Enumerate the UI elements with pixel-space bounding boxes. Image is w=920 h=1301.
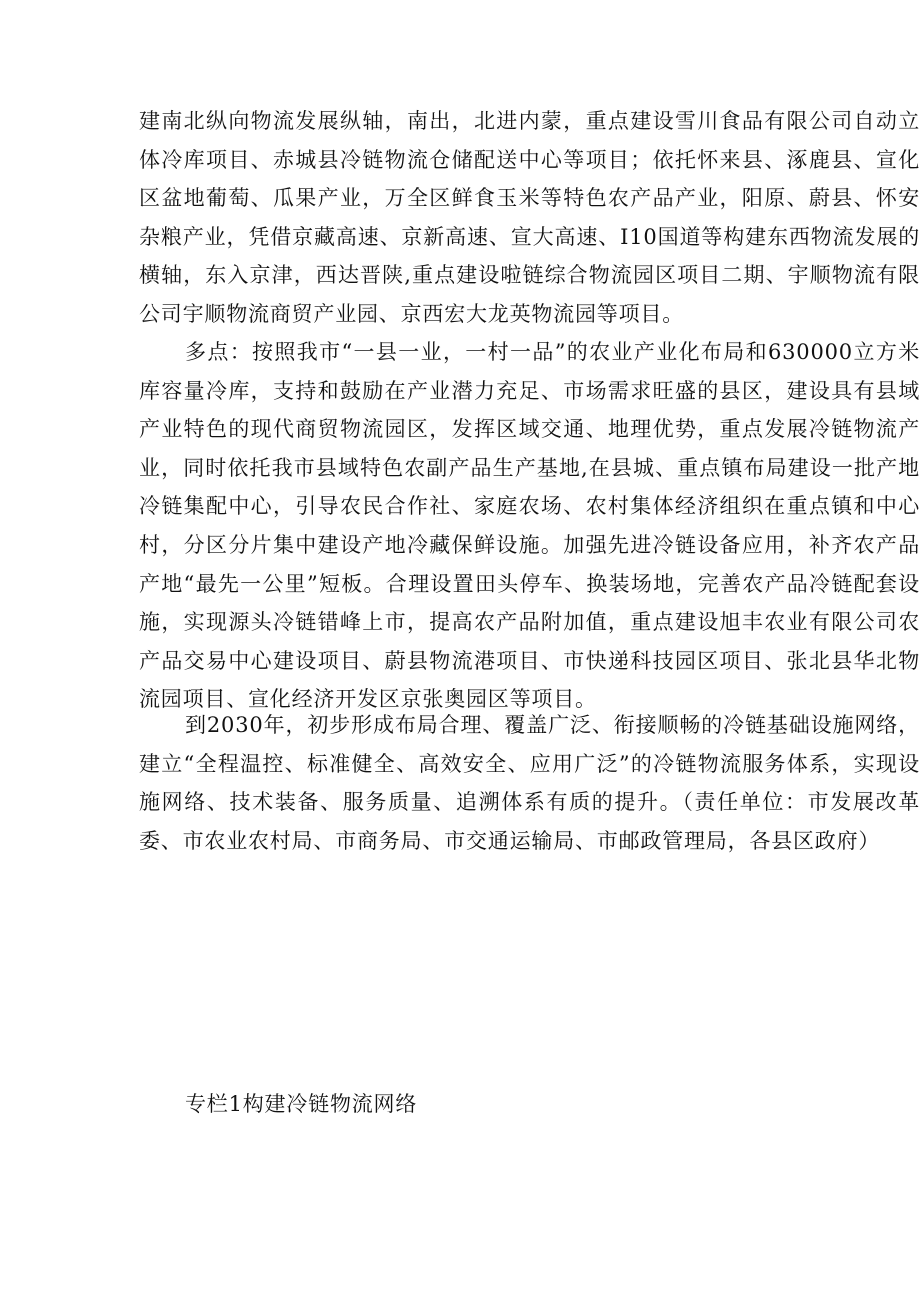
- paragraph-multi-point: [139, 333, 920, 719]
- paragraph-continuation: [139, 102, 920, 334]
- paragraph-text: 到2030年，初步形成布局合理、覆盖广泛、衔接顺畅的冷链基础设施网络，建立“全程温控、标准健全、高效安全、应用广泛”的冷链物流服务体系，实现设施网络、技术装备、服务质量、追溯体系有质的提升。（责任单位：市发展改革委、市农业农村局、市商务局、市交通运输局、市邮政管理局，各县区政府）: [139, 713, 920, 853]
- column-heading: [139, 1085, 920, 1124]
- paragraph-text: 多点：按照我市“一县一业，一村一品”的农业产业化布局和630000立方米库容量冷库，支持和鼓励在产业潜力充足、市场需求旺盛的县区，建设具有县域产业特色的现代商贸物流园区，发挥区域交通、地理优势，重点发展冷链物流产业，同时依托我市县域特色农副产品生产基地,在县城、重点镇布局建设一批产地冷链集配中心，引导农民合作社、家庭农场、农村集体经济组织在重点镇和中心村，分区分片集中建设产地冷藏保鲜设施。加强先进冷链设备应用，补齐农产品产地“最先一公里”短板。合理设置田头停车、换装场地，完善农产品冷链配套设施，实现源头冷链错峰上市，提高农产品附加值，重点建设旭丰农业有限公司农产品交易中心建设项目、蔚县物流港项目、市快递科技园区项目、张北县华北物流园项目、宣化经济开发区京张奥园区等项目。: [139, 340, 920, 712]
- column-heading-text: 专栏1构建冷链物流网络: [185, 1092, 418, 1116]
- paragraph-text: 建南北纵向物流发展纵轴，南出，北进内蒙，重点建设雪川食品有限公司自动立体冷库项目、赤城县冷链物流仓储配送中心等项目；依托怀来县、涿鹿县、宣化区盆地葡萄、瓜果产业，万全区鲜食玉米等特色农产品产业，阳原、蔚县、怀安杂粮产业，凭借京藏高速、京新高速、宣大高速、I10国道等构建东西物流发展的横轴，东入京津，西达晋陕,重点建设啦链综合物流园区项目二期、宇顺物流有限公司宇顺物流商贸产业园、京西宏大龙英物流园等项目。: [139, 109, 920, 326]
- paragraph-2030-goal: [139, 706, 920, 860]
